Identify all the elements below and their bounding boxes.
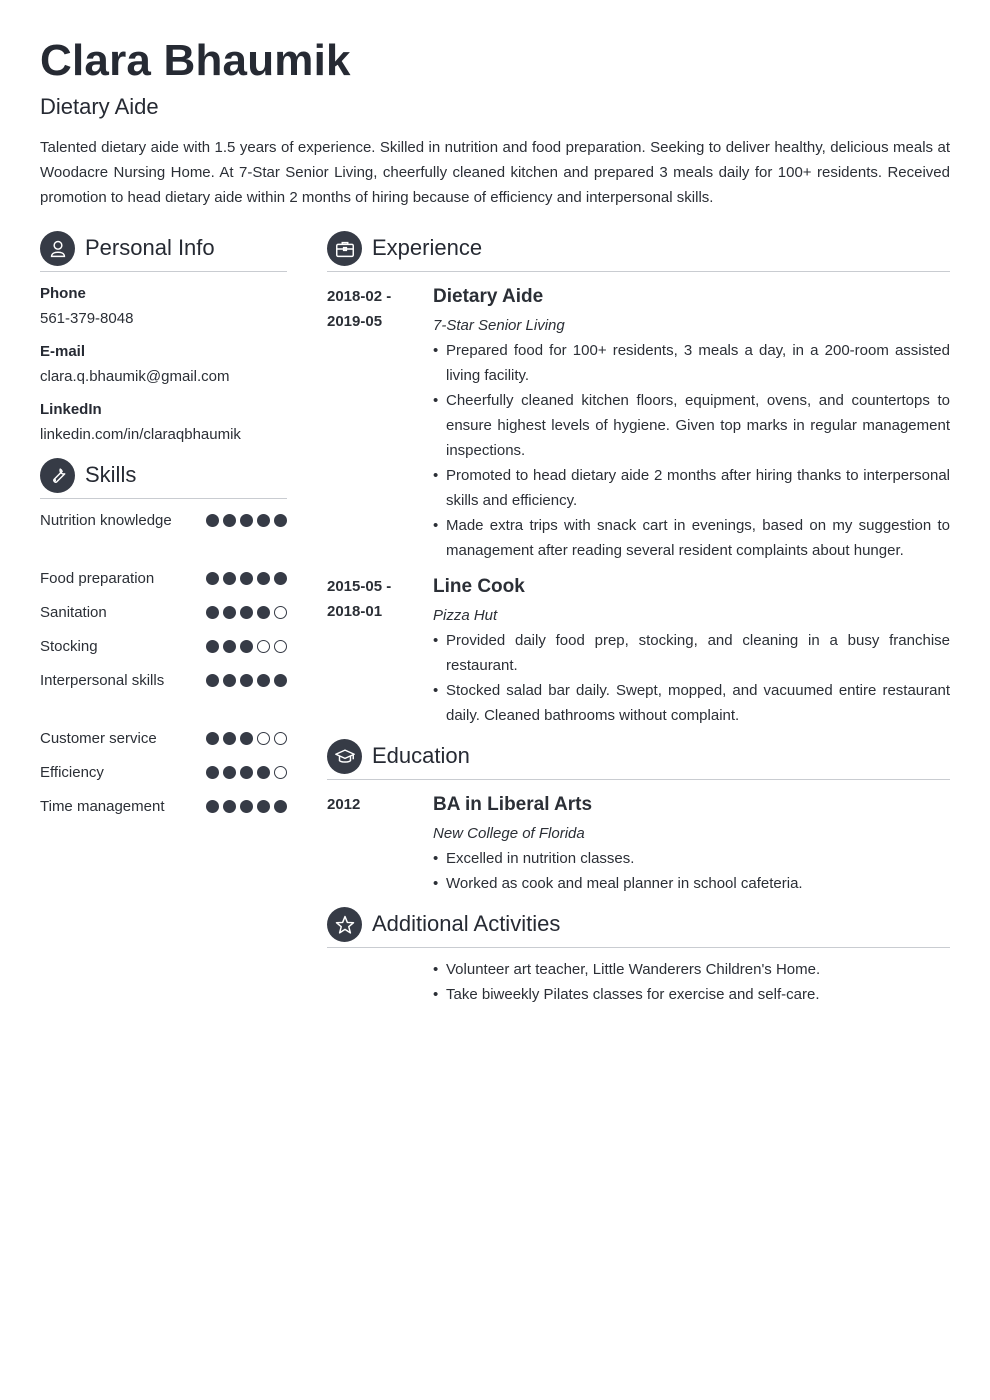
skill-name: Time management [40,798,165,815]
skill-name: Stocking [40,638,98,655]
person-icon [40,231,75,266]
education-school: New College of Florida [433,825,585,842]
job-organization: Pizza Hut [433,607,498,624]
rating-dot-filled [257,572,270,585]
skill-rating [206,766,287,779]
list-item: • Made extra trips with snack cart in evenings, based on my suggestion to management after reading several resident complaints about hunger. [433,513,950,563]
skill-row [40,668,287,693]
experience-header [327,231,950,272]
rating-dot-filled [257,674,270,687]
skill-rating [206,800,287,813]
skill-name: Food preparation [40,570,155,587]
skill-rating [206,732,287,745]
rating-dot-filled [240,674,253,687]
phone-label: Phone [40,285,86,302]
rating-dot-filled [223,606,236,619]
rating-dot-empty [274,766,287,779]
skill-rating [206,640,287,653]
rating-dot-filled [240,800,253,813]
education-date: 2012 [327,796,361,813]
rating-dot-filled [223,640,236,653]
phone-value: 561-379-8048 [40,310,134,327]
rating-dot-filled [240,572,253,585]
skill-name: Customer service [40,730,157,747]
rating-dot-empty [274,732,287,745]
rating-dot-filled [257,766,270,779]
education-header [327,739,950,780]
skill-name: Sanitation [40,604,107,621]
list-item: • Provided daily food prep, stocking, and cleaning in a busy franchise restaurant. [433,628,950,678]
rating-dot-filled [274,800,287,813]
rating-dot-filled [240,514,253,527]
candidate-role: Dietary Aide [40,94,159,119]
skill-row [40,760,287,785]
list-item: • Volunteer art teacher, Little Wanderers Children's Home. [433,957,950,982]
summary-paragraph: Talented dietary aide with 1.5 years of experience. Skilled in nutrition and food preparation. Seeking to deliver healthy, delicious meals at Woodacre Nursing Home. At 7-Star Senior Living, cheerfully cleaned kitchen and prepared 3 meals daily for 100+ residents. Received promotion to head dietary aide within 2 months of hiring because of efficiency and interpersonal skills. [40,139,950,206]
job-title: Line Cook [433,576,525,597]
rating-dot-filled [223,766,236,779]
email-value: clara.q.bhaumik@gmail.com [40,368,230,385]
rating-dot-filled [257,800,270,813]
rating-dot-filled [206,514,219,527]
skill-rating [206,674,287,687]
email-label: E-mail [40,343,86,360]
wrench-icon [40,458,75,493]
linkedin-label: LinkedIn [40,401,102,418]
rating-dot-filled [223,514,236,527]
list-item: • Prepared food for 100+ residents, 3 meals a day, in a 200-room assisted living facility. [433,338,950,388]
rating-dot-filled [206,732,219,745]
skill-row [40,726,287,751]
rating-dot-filled [274,514,287,527]
rating-dot-filled [223,800,236,813]
briefcase-icon [327,231,362,266]
list-item: • Excelled in nutrition classes. [433,846,950,871]
rating-dot-filled [206,800,219,813]
activities-bullets [433,957,950,1007]
skills-title: Skills [85,462,137,487]
rating-dot-filled [206,766,219,779]
list-item: • Take biweekly Pilates classes for exercise and self-care. [433,982,950,1007]
rating-dot-empty [274,606,287,619]
skill-row [40,600,287,625]
rating-dot-empty [257,732,270,745]
rating-dot-filled [206,572,219,585]
rating-dot-filled [223,732,236,745]
rating-dot-filled [206,640,219,653]
candidate-name: Clara Bhaumik [40,36,351,85]
job-organization: 7-Star Senior Living [433,317,565,334]
rating-dot-filled [223,674,236,687]
skill-name: Interpersonal skills [40,672,165,689]
skill-row [40,794,287,819]
rating-dot-filled [274,572,287,585]
rating-dot-filled [240,732,253,745]
rating-dot-filled [240,766,253,779]
star-icon [327,907,362,942]
skill-name: Efficiency [40,764,104,781]
education-bullets [433,846,950,896]
rating-dot-empty [257,640,270,653]
skills-header [40,458,287,499]
rating-dot-filled [206,674,219,687]
list-item: • Promoted to head dietary aide 2 months after hiring thanks to interpersonal skills and efficiency. [433,463,950,513]
rating-dot-filled [240,606,253,619]
skill-rating [206,606,287,619]
linkedin-value: linkedin.com/in/claraqbhaumik [40,426,241,443]
skill-row [40,634,287,659]
skill-name: Nutrition knowledge [40,512,172,529]
rating-dot-filled [223,572,236,585]
personal-info-header [40,231,287,272]
job-title: Dietary Aide [433,286,544,307]
job-date: 2018-02 - 2019-05 [327,288,392,330]
rating-dot-filled [206,606,219,619]
graduation-cap-icon [327,739,362,774]
education-degree: BA in Liberal Arts [433,794,593,815]
list-item: • Stocked salad bar daily. Swept, mopped, and vacuumed entire restaurant daily. Cleaned bathrooms without complaint. [433,678,950,728]
skill-rating [206,572,287,585]
activities-title: Additional Activities [372,911,561,936]
job-date: 2015-05 - 2018-01 [327,578,392,620]
rating-dot-filled [240,640,253,653]
list-item: • Worked as cook and meal planner in school cafeteria. [433,871,950,896]
skill-rating [206,514,287,527]
education-title: Education [372,743,470,768]
rating-dot-filled [257,606,270,619]
experience-title: Experience [372,235,483,260]
list-item: • Cheerfully cleaned kitchen floors, equipment, ovens, and countertops to ensure highest levels of hygiene. Given top marks in regular management inspections. [433,388,950,463]
job-bullets [433,338,950,563]
skill-row [40,508,287,533]
rating-dot-filled [257,514,270,527]
rating-dot-filled [274,674,287,687]
personal-info-title: Personal Info [85,235,215,260]
activities-header [327,907,950,948]
job-bullets [433,628,950,728]
skill-row [40,566,287,591]
rating-dot-empty [274,640,287,653]
